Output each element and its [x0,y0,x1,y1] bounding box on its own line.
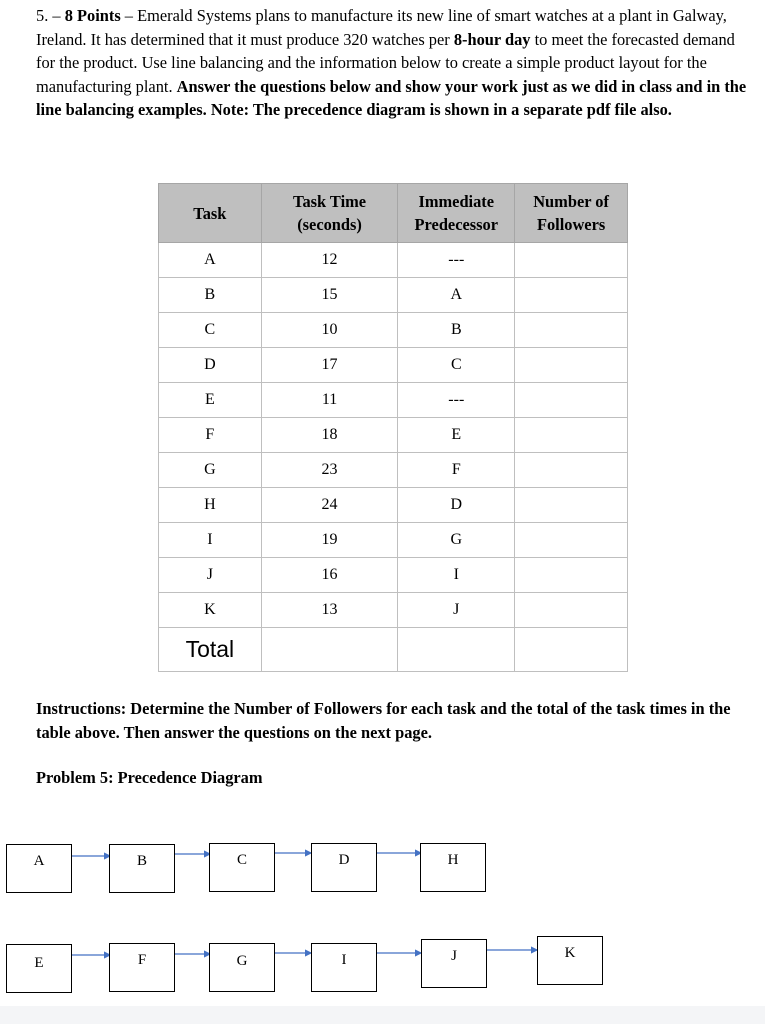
cell-time: 12 [261,243,398,278]
header-followers: Number of Followers [515,184,628,243]
node-i: I [311,943,377,992]
problem-text-b: to meet the forecasted demand for the product. Use line balancing and the information below to create a simple product layout for the manufacturing plant. [36,29,735,96]
cell-predecessor: E [398,418,515,453]
cell-time: 10 [261,313,398,348]
cell-task: G [159,453,262,488]
node-c: C [209,843,275,892]
cell-time: 24 [261,488,398,523]
cell-task: K [159,593,262,628]
node-b: B [109,844,175,893]
header-task: Task [159,184,262,243]
problem-day: 8-hour day [453,29,531,49]
cell-time: 16 [261,558,398,593]
cell-task: E [159,383,262,418]
total-label: Total [159,628,262,672]
node-a: A [6,844,72,893]
cell-predecessor: --- [398,243,515,278]
problem-instructions-bold: Answer the questions below and show your work just as we did in class and in the line balancing examples. Note: The precedence diagram is shown in a separate pdf file also. [36,76,747,119]
problem-number: 5. [36,6,49,25]
node-d: D [311,843,377,892]
cell-task: H [159,488,262,523]
node-h: H [420,843,486,892]
cell-task: I [159,523,262,558]
cell-time: 11 [261,383,398,418]
header-task-time: Task Time (seconds) [261,184,398,243]
cell-task: A [159,243,262,278]
diagram-title: Problem 5: Precedence Diagram [36,768,263,787]
problem-statement: 5. – 8 Points – Emerald Systems plans to manufacture its new line of smart watches at a plant in Galway, Ireland. It has determined that it must produce 320 watches per 8-hour day to meet the forecasted demand for the product. Use line balancing and the information below to create a simple product layout for the manufacturing plant. Answer the questions below and show your work just as we did in class and in the line balancing examples. Note: The precedence diagram is shown in a separate pdf file also. [36,6,747,119]
cell-predecessor: D [398,488,515,523]
node-e: E [6,944,72,993]
node-g: G [209,943,275,992]
cell-predecessor: F [398,453,515,488]
cell-task: J [159,558,262,593]
cell-predecessor: B [398,313,515,348]
header-predecessor: Immediate Predecessor [398,184,515,243]
problem-points: 8 Points [64,6,121,25]
cell-time: 19 [261,523,398,558]
cell-time: 13 [261,593,398,628]
cell-time: 15 [261,278,398,313]
instructions-text: Instructions: Determine the Number of Followers for each task and the total of the task times in the table above. Then answer the questions on the next page. [36,699,731,742]
cell-task: F [159,418,262,453]
cell-predecessor: I [398,558,515,593]
cell-time: 17 [261,348,398,383]
node-j: J [421,939,487,988]
cell-predecessor: C [398,348,515,383]
problem-text-a: – Emerald Systems plans to manufacture its new line of smart watches at a plant in Galway, Ireland. It has determined that it must produce 320 watches per [36,6,727,49]
node-k: K [537,936,603,985]
cell-task: B [159,278,262,313]
cell-task: C [159,313,262,348]
cell-predecessor: A [398,278,515,313]
cell-time: 18 [261,418,398,453]
node-f: F [109,943,175,992]
cell-predecessor: J [398,593,515,628]
page-footer-band [0,1006,765,1024]
cell-predecessor: --- [398,383,515,418]
cell-predecessor: G [398,523,515,558]
cell-task: D [159,348,262,383]
cell-time: 23 [261,453,398,488]
